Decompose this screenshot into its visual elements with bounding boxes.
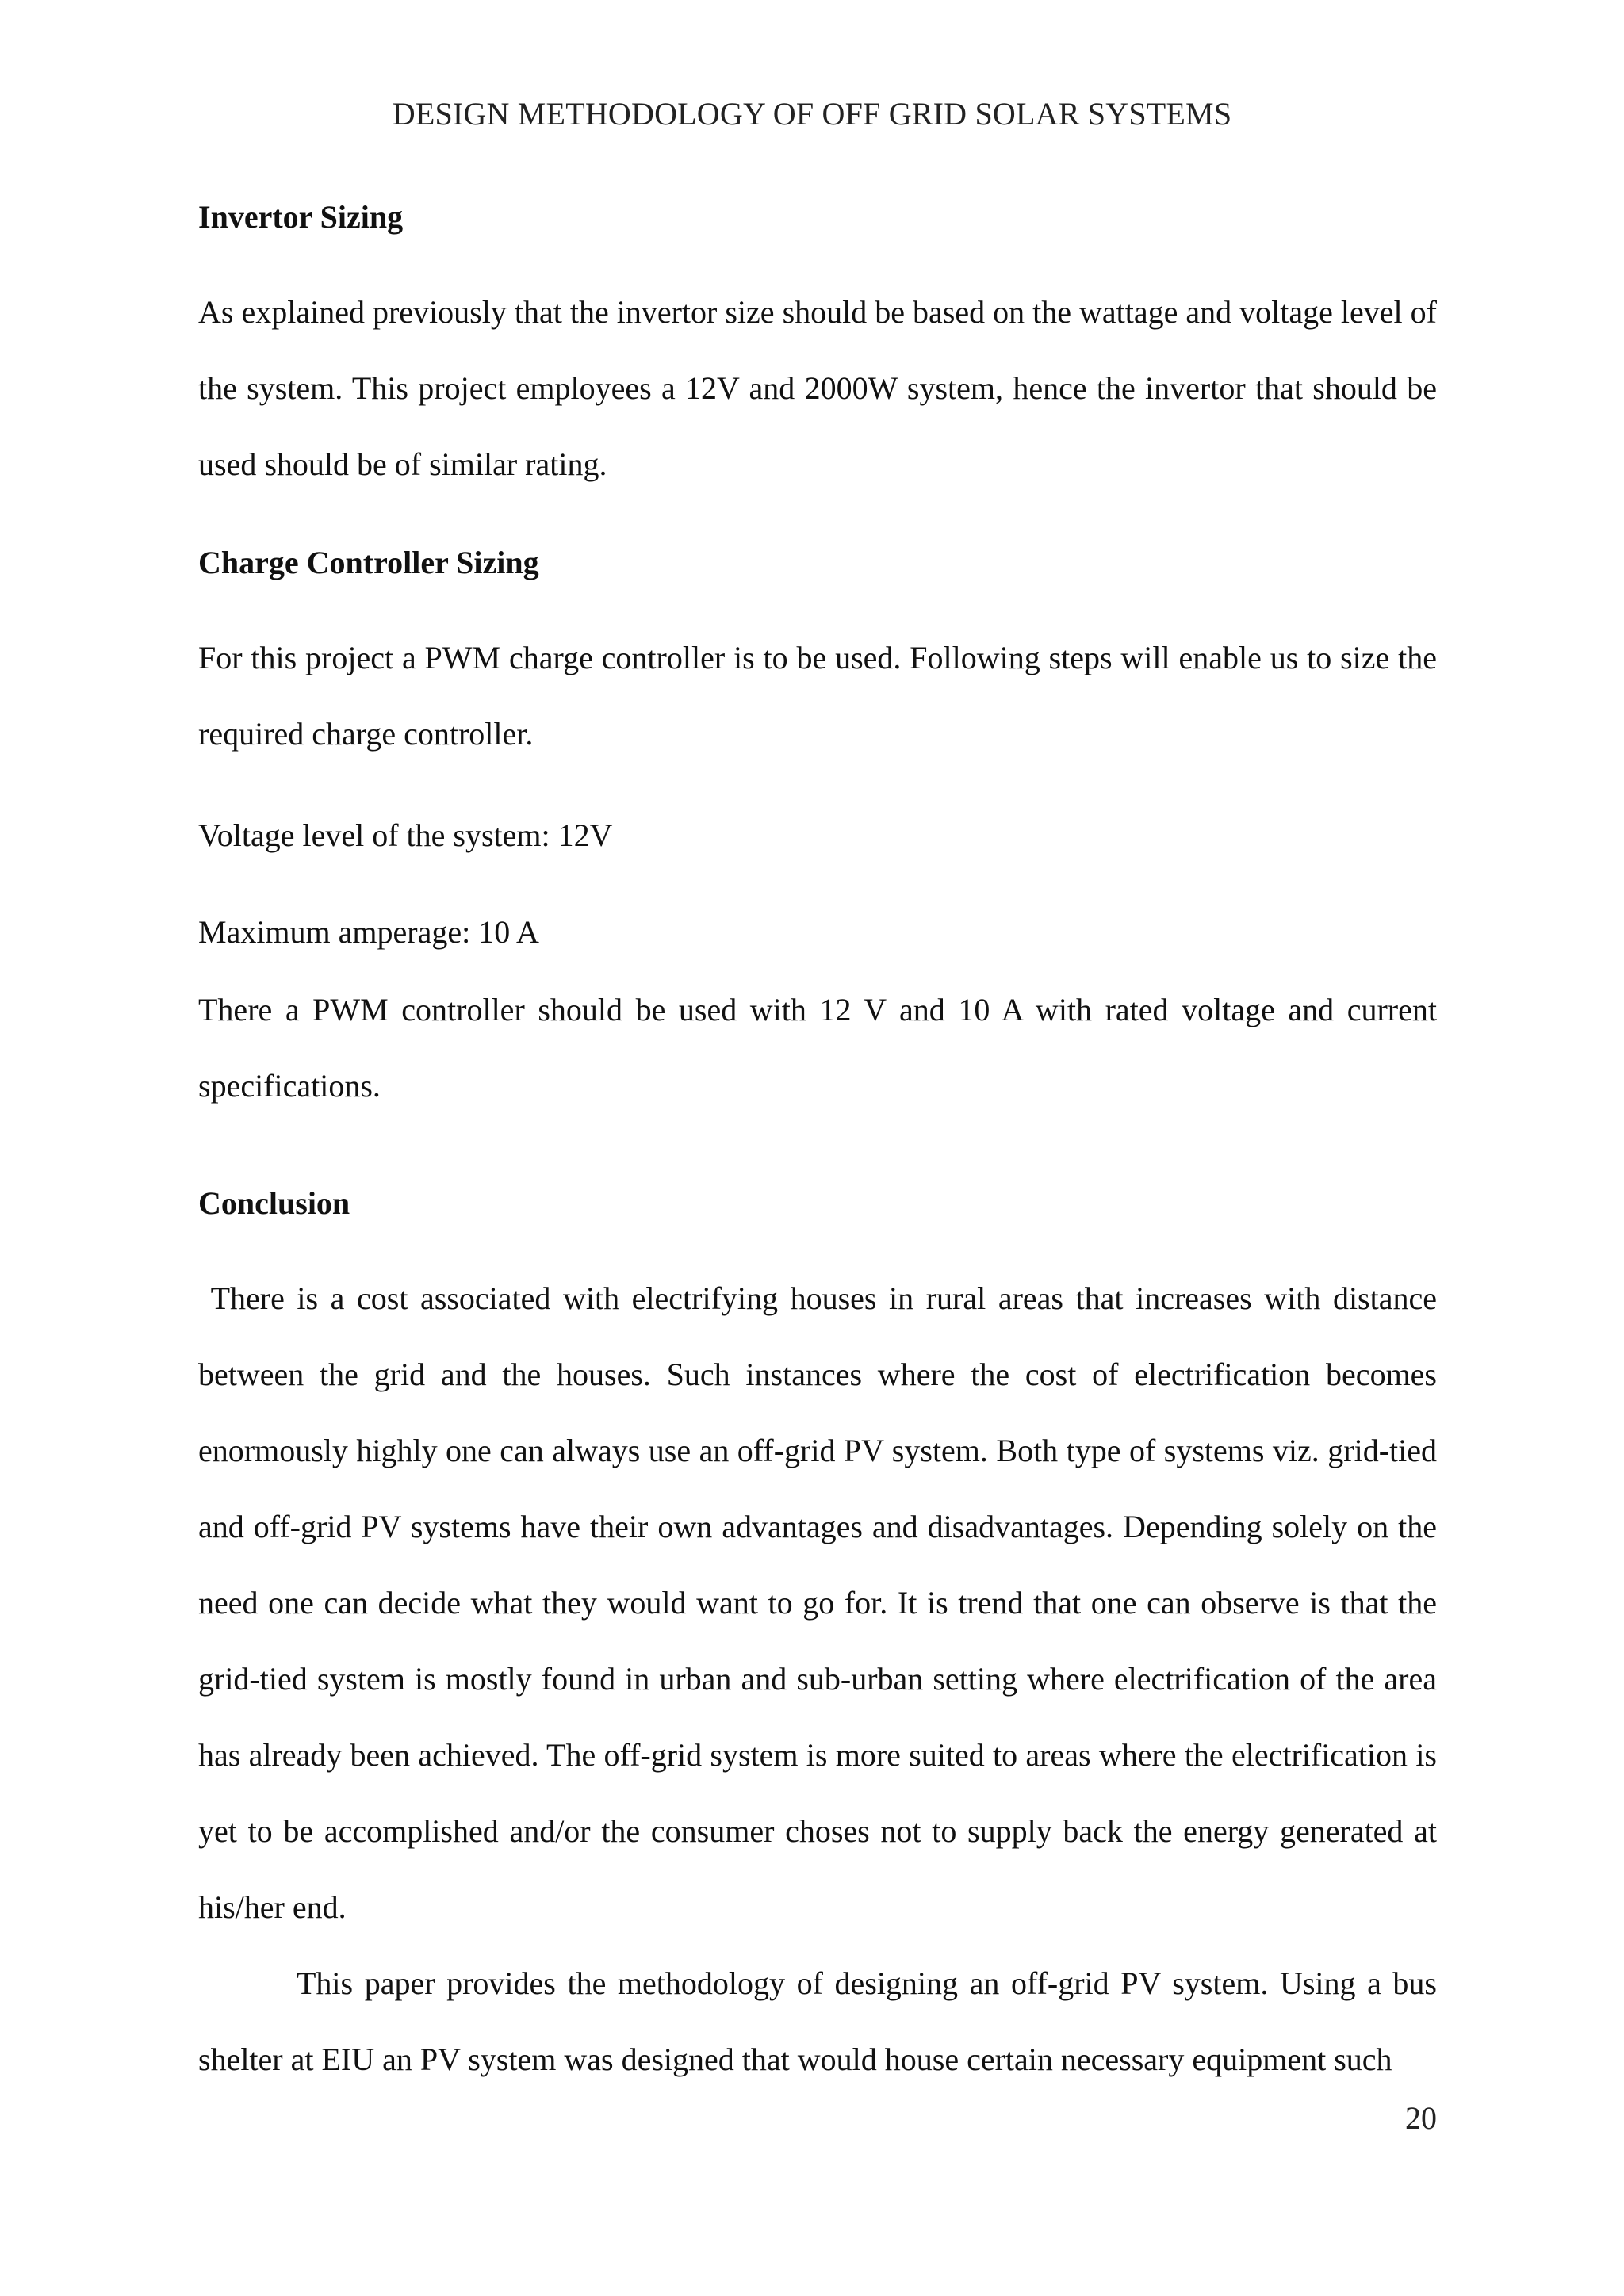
paragraph-pwm-recommendation: There a PWM controller should be used with 12 V and 10 A with rated voltage and current specifications. — [198, 992, 1437, 1104]
paragraph-invertor-sizing: As explained previously that the invertor size should be based on the wattage and voltage level of the system. This project employees a 12V and 2000W system, hence the invertor that should be used should be of similar rating. — [198, 294, 1437, 482]
section-heading-charge-controller-sizing: Charge Controller Sizing — [198, 545, 539, 580]
maximum-amperage-line: Maximum amperage: 10 A — [198, 914, 539, 950]
running-head: DESIGN METHODOLOGY OF OFF GRID SOLAR SYSTEMS — [392, 96, 1232, 132]
section-heading-conclusion: Conclusion — [198, 1185, 350, 1221]
voltage-level-line: Voltage level of the system: 12V — [198, 817, 613, 853]
paragraph-conclusion-1: There is a cost associated with electrifying houses in rural areas that increases with distance between the grid and the houses. Such instances where the cost of electrification becomes enormously highly one can always use an off-grid PV system. Both type of systems viz. grid-tied and off-grid PV systems have their own advantages and disadvantages. Depending solely on the need one can decide what they would want to go for. It is trend that one can observe is that the grid-tied system is mostly found in urban and sub-urban setting where electrification of the area has already been achieved. The off-grid system is more suited to areas where the electrification is yet to be accomplished and/or the consumer choses not to supply back the energy generated at his/her end. — [198, 1280, 1446, 1925]
page-number: 20 — [1405, 2100, 1437, 2136]
paragraph-conclusion-2: This paper provides the methodology of designing an off-grid PV system. Using a bus shelter at EIU an PV system was designed that would house certain necessary equipment such — [198, 1965, 1437, 2077]
section-heading-invertor-sizing: Invertor Sizing — [198, 199, 404, 235]
paragraph-charge-controller-intro: For this project a PWM charge controller is to be used. Following steps will enable us to size the required charge controller. — [198, 640, 1437, 752]
